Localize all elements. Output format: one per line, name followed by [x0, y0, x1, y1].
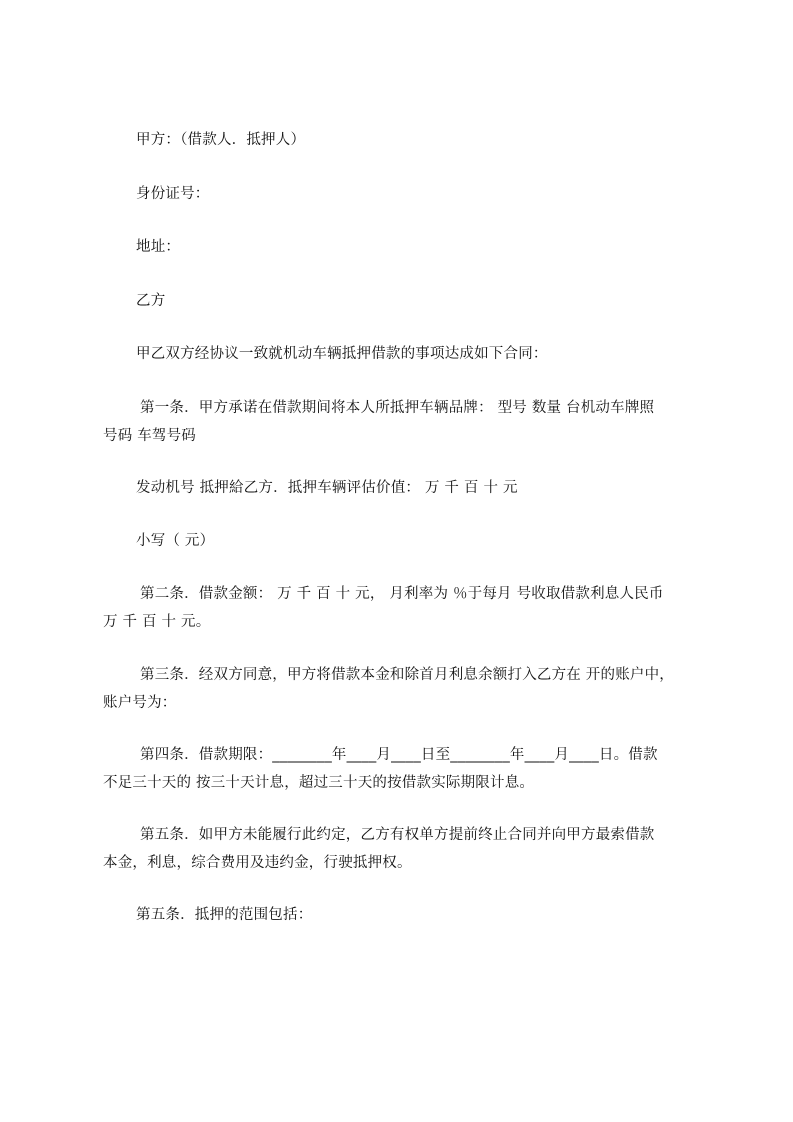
article-4-line-1: 第四条．借款期限：________年____月____日至________年____月____日。借款	[140, 747, 658, 763]
article-1-line-1: 第一条．甲方承诺在借款期间将本人所抵押车辆品牌： 型号 数量 台机动车牌照	[140, 400, 655, 416]
article-3-line-1: 第三条．经双方同意，甲方将借款本金和除首月利息余额打入乙方在 开的账户中，	[140, 667, 675, 683]
article-5-line-2: 本金，利息，综合费用及违约金，行驶抵押权。	[103, 855, 412, 871]
article-2	[103, 580, 713, 636]
party-a-line: 甲方：（借款人．抵押人）	[136, 132, 306, 148]
article-1	[103, 394, 713, 450]
engine-line: 发动机号 抵押給乙方．抵押车辆评估价值： 万 千 百 十 元	[136, 480, 518, 496]
lowercase-line: 小写（ 元）	[136, 533, 215, 549]
article-3-line-2: 账户号为：	[103, 695, 177, 711]
id-number-line: 身份证号：	[136, 186, 210, 202]
article-5b-line: 第五条．抵押的范围包括：	[136, 907, 313, 923]
article-5	[103, 821, 713, 877]
article-2-line-1: 第二条．借款金额： 万 千 百 十 元， 月利率为 ％于每月 号收取借款利息人民币	[140, 586, 664, 602]
article-3	[103, 661, 713, 717]
preamble-line: 甲乙双方经协议一致就机动车辆抵押借款的事项达成如下合同：	[136, 346, 548, 362]
article-4-line-2: 不足三十天的 按三十天计息，超过三十天的按借款实际期限计息。	[103, 775, 535, 791]
address-line: 地址：	[136, 239, 181, 255]
article-4	[103, 741, 713, 797]
article-5-line-1: 第五条．如甲方未能履行此约定，乙方有权单方提前终止合同并向甲方最索借款	[140, 827, 655, 843]
article-1-line-2: 号码 车驾号码	[103, 428, 197, 444]
article-2-line-2: 万 千 百 十 元。	[103, 614, 211, 630]
party-b-line: 乙方	[136, 293, 166, 309]
